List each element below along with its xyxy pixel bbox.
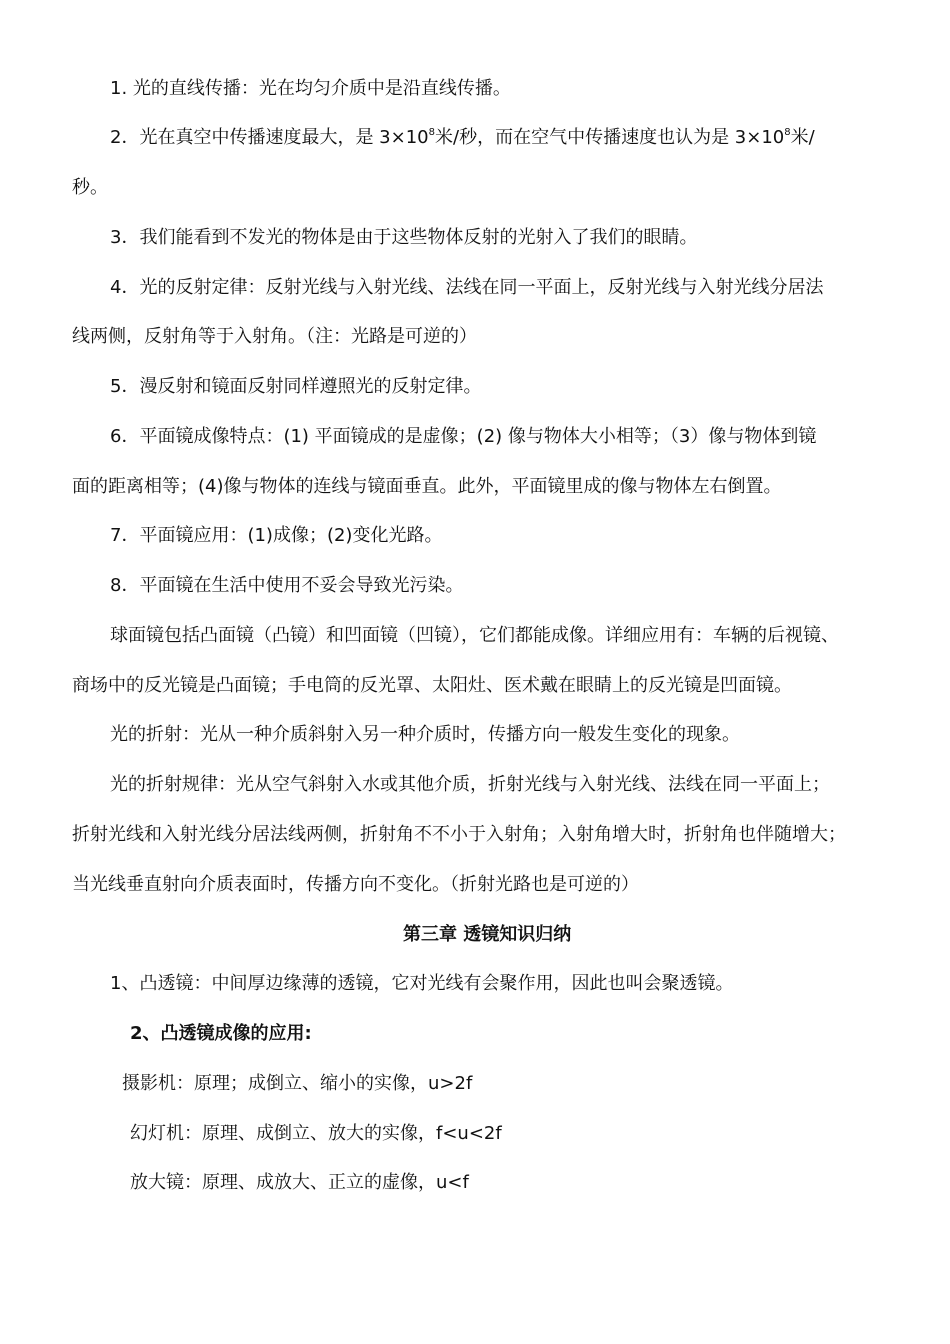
paragraph-6-line-1: 6．平面镜成像特点：(1) 平面镜成的是虚像；(2) 像与物体大小相等；（3）像与物体到镜 — [110, 426, 817, 447]
paragraph-4-line-2: 线两侧，反射角等于入射角。（注：光路是可逆的） — [72, 326, 477, 347]
chapter-heading: 第三章 透镜知识归纳 — [403, 924, 572, 945]
paragraph-2-text-b: 米/秒，而在空气中传播速度也认为是 3×10 — [435, 127, 785, 148]
paragraph-9-line-2: 商场中的反光镜是凸面镜；手电筒的反光罩、太阳灶、医术戴在眼睛上的反光镜是凹面镜。 — [72, 675, 792, 696]
paragraph-2-text-c: 米/ — [790, 127, 815, 148]
application-projector: 幻灯机：原理、成倒立、放大的实像，f<u<2f — [130, 1123, 502, 1144]
paragraph-11-line-1: 光的折射规律：光从空气斜射入水或其他介质，折射光线与入射光线、法线在同一平面上； — [110, 774, 830, 795]
paragraph-7: 7．平面镜应用：(1)成像；(2)变化光路。 — [110, 525, 443, 546]
exponent-1: 8 — [428, 127, 435, 138]
paragraph-4-line-1: 4．光的反射定律：反射光线与入射光线、法线在同一平面上，反射光线与入射光线分居法 — [110, 277, 824, 298]
application-camera: 摄影机：原理；成倒立、缩小的实像，u>2f — [122, 1073, 473, 1094]
paragraph-2-line-1 — [110, 125, 815, 151]
paragraph-2-text-a: 2．光在真空中传播速度最大，是 3×10 — [110, 127, 429, 148]
paragraph-2-line-2: 秒。 — [72, 177, 108, 198]
paragraph-6-line-2: 面的距离相等；(4)像与物体的连线与镜面垂直。此外，平面镜里成的像与物体左右倒置。 — [72, 476, 782, 497]
paragraph-11-line-2: 折射光线和入射光线分居法线两侧，折射角不不小于入射角；入射角增大时，折射角也伴随增大； — [72, 824, 846, 845]
paragraph-3: 3．我们能看到不发光的物体是由于这些物体反射的光射入了我们的眼睛。 — [110, 227, 698, 248]
paragraph-11-line-3: 当光线垂直射向介质表面时，传播方向不变化。（折射光路也是可逆的） — [72, 874, 639, 895]
chapter-item-2: 2、凸透镜成像的应用: — [130, 1023, 312, 1044]
application-magnifier: 放大镜：原理、成放大、正立的虚像，u<f — [130, 1172, 469, 1193]
paragraph-5: 5．漫反射和镜面反射同样遵照光的反射定律。 — [110, 376, 482, 397]
paragraph-9-line-1: 球面镜包括凸面镜（凸镜）和凹面镜（凹镜），它们都能成像。详细应用有：车辆的后视镜、 — [110, 625, 839, 646]
paragraph-10: 光的折射：光从一种介质斜射入另一种介质时，传播方向一般发生变化的现象。 — [110, 724, 740, 745]
exponent-2: 8 — [784, 127, 791, 138]
paragraph-1: 1. 光的直线传播：光在均匀介质中是沿直线传播。 — [110, 78, 511, 99]
chapter-item-1: 1、凸透镜：中间厚边缘薄的透镜，它对光线有会聚作用，因此也叫会聚透镜。 — [110, 973, 734, 994]
paragraph-8: 8．平面镜在生活中使用不妥会导致光污染。 — [110, 575, 464, 596]
